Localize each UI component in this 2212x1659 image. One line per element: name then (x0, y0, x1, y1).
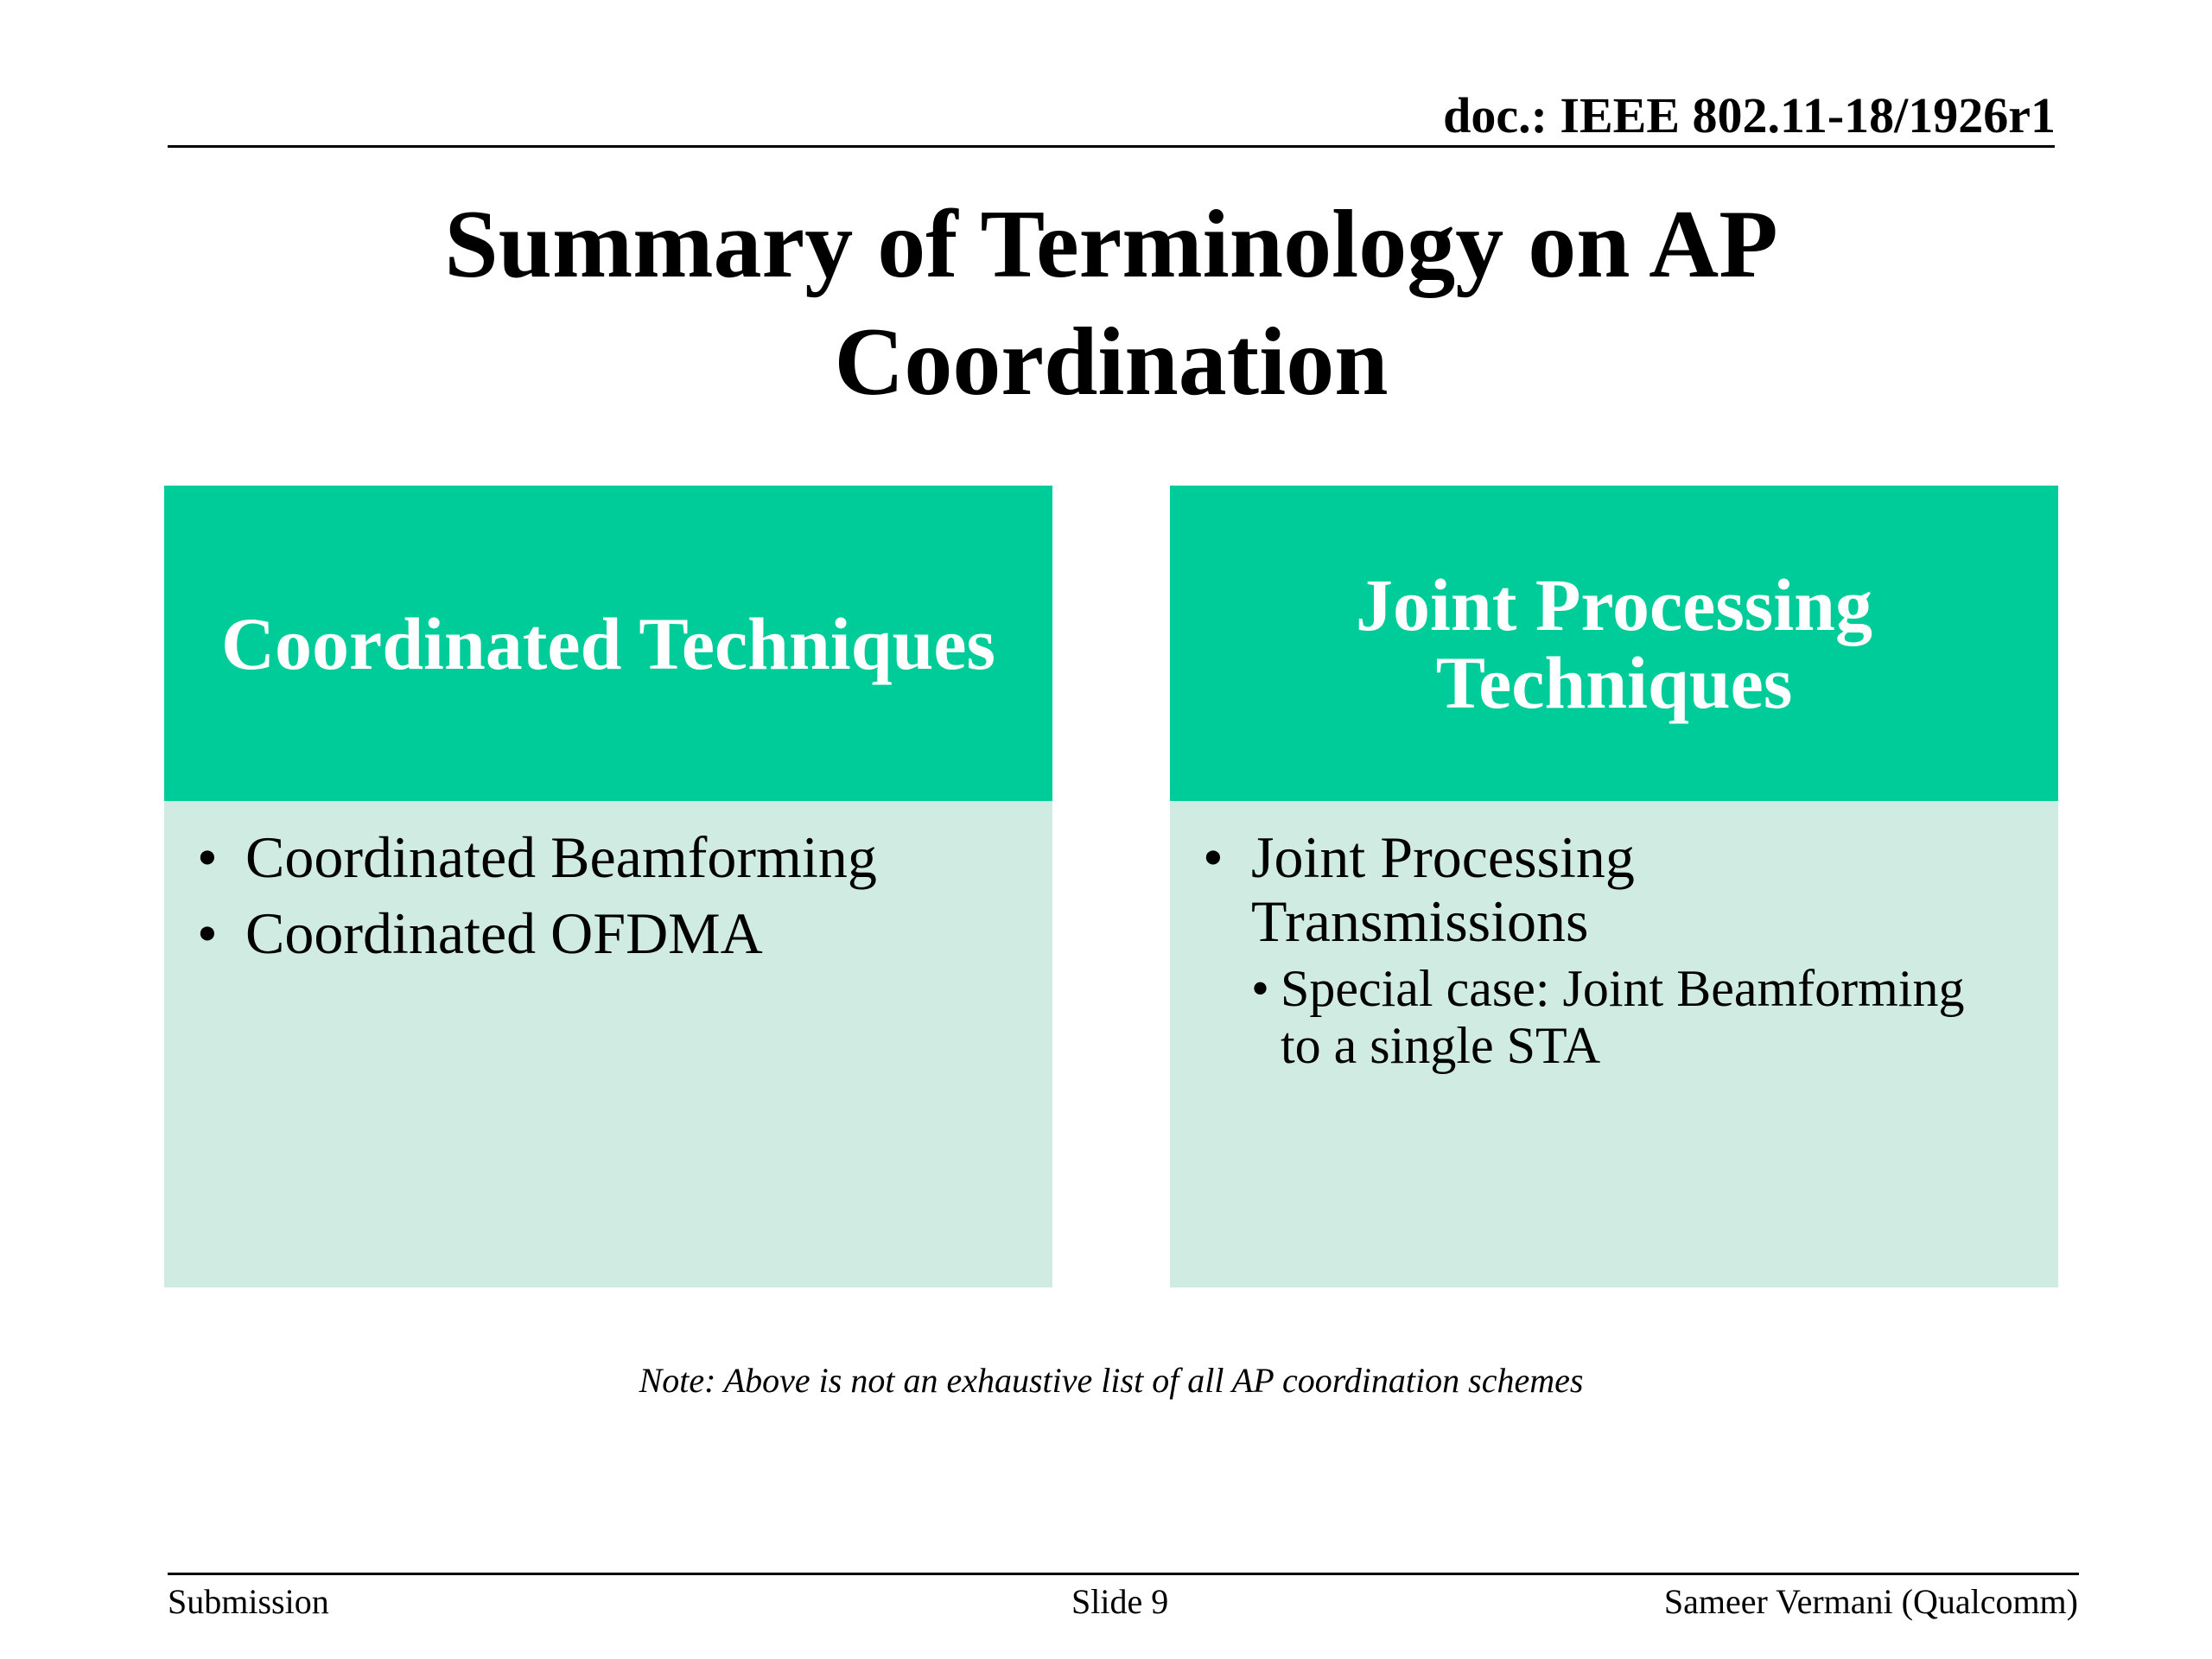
joint-processing-panel (1170, 486, 2058, 1287)
sub-list-item-text-line-2: to a single STA (1281, 1017, 1601, 1074)
coordinated-techniques-list (190, 825, 1027, 965)
joint-processing-header (1170, 486, 2058, 801)
slide-title (168, 186, 2055, 421)
list-item-text: Coordinated Beamforming (245, 824, 877, 890)
footnote: Note: Above is not an exhaustive list of all AP coordination schemes (639, 1361, 1584, 1400)
list-item-text: Coordinated OFDMA (245, 900, 763, 966)
sub-list-item-text-line-1: Special case: Joint Beamforming (1281, 960, 1965, 1017)
list-item (190, 825, 1027, 889)
list-item-text-line-2: Transmissions (1251, 888, 1589, 954)
coordinated-techniques-body (164, 801, 1052, 1287)
joint-processing-body (1170, 801, 2058, 1287)
footer-slide-number: Slide 9 (1071, 1582, 1169, 1621)
joint-processing-header-line-1: Joint Processing (1355, 563, 1872, 646)
sub-bullet-icon: • (1251, 960, 1270, 1017)
bullet-icon: • (1203, 824, 1224, 890)
list-item-text-line-1: Joint Processing (1251, 824, 1635, 890)
bullet-icon: • (197, 824, 218, 890)
footer-author: Sameer Vermani (Qualcomm) (1663, 1582, 2078, 1621)
joint-processing-list (1196, 825, 2032, 1074)
joint-processing-sub-list (1251, 960, 2032, 1074)
bullet-icon: • (197, 900, 218, 966)
slide-title-line-2: Coordination (834, 308, 1389, 416)
footer-divider (168, 1573, 2079, 1575)
list-item (190, 901, 1027, 965)
footer-submission: Submission (168, 1582, 329, 1621)
sub-list-item (1251, 960, 2032, 1074)
joint-processing-header-line-2: Techniques (1435, 640, 1793, 724)
header-divider (168, 145, 2055, 148)
list-item (1196, 825, 2032, 1074)
coordinated-techniques-panel (164, 486, 1052, 1287)
document-id: doc.: IEEE 802.11-18/1926r1 (1443, 87, 2056, 143)
slide-title-line-1: Summary of Terminology on AP (444, 191, 1778, 298)
coordinated-techniques-header: Coordinated Techniques (164, 486, 1052, 801)
